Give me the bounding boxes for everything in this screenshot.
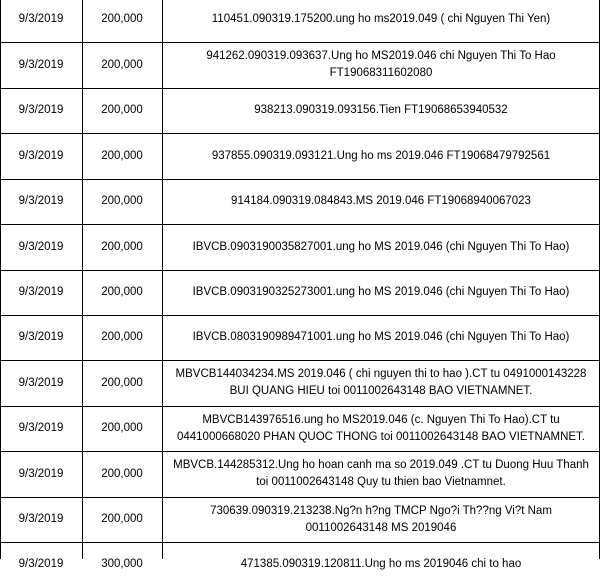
table-row bbox=[0, 179, 600, 224]
table-row bbox=[0, 497, 600, 542]
column-divider bbox=[162, 0, 163, 559]
row-divider bbox=[0, 179, 600, 180]
row-divider bbox=[0, 88, 600, 89]
column-divider bbox=[0, 0, 1, 559]
amount-cell: 200,000 bbox=[101, 195, 143, 207]
table-row bbox=[0, 270, 600, 315]
description-cell: MBVCB143976516.ung ho MS2019.046 (c. Nguyen Thi To Hao).CT tu 0441000668020 PHAN QUOC THONG toi 0011002643148 BAO VIETNAMNET. bbox=[176, 413, 586, 443]
date-cell: 9/3/2019 bbox=[18, 240, 64, 253]
row-divider bbox=[0, 360, 600, 361]
amount-cell: 300,000 bbox=[101, 557, 143, 570]
row-divider bbox=[0, 133, 600, 134]
description-cell: 937855.090319.093121.Ung ho ms 2019.046 FT19068479792561 bbox=[211, 149, 551, 162]
description-cell: MBVCB.144285312.Ung ho hoan canh ma so 2019.049 .CT tu Duong Huu Thanh toi 0011002643148 Quy tu thien bao Vietnamnet. bbox=[173, 459, 589, 488]
table-row bbox=[0, 0, 600, 42]
description-cell: 471385.090319.120811.Ung ho ms 2019046 chi to hao bbox=[240, 557, 522, 570]
date-cell: 9/3/2019 bbox=[18, 513, 64, 525]
description-cell: 941262.090319.093637.Ung ho MS2019.046 chi Nguyen Thi To Hao FT19068311602080 bbox=[206, 50, 556, 79]
row-divider bbox=[0, 497, 600, 498]
date-cell: 9/3/2019 bbox=[18, 58, 64, 71]
description-cell: IBVCB.0903190325273001.ung ho MS 2019.046 (chi Nguyen Thi To Hao) bbox=[192, 286, 570, 298]
amount-cell: 200,000 bbox=[101, 58, 143, 71]
amount-cell: 200,000 bbox=[101, 331, 143, 343]
row-divider bbox=[0, 224, 600, 225]
date-cell: 9/3/2019 bbox=[18, 376, 64, 389]
row-divider bbox=[0, 270, 600, 271]
amount-cell: 200,000 bbox=[101, 376, 143, 389]
row-divider bbox=[0, 542, 600, 543]
table-row bbox=[0, 406, 600, 451]
table-row bbox=[0, 315, 600, 360]
amount-cell: 200,000 bbox=[101, 104, 143, 116]
amount-cell: 200,000 bbox=[101, 467, 143, 480]
date-cell: 9/3/2019 bbox=[18, 286, 64, 298]
row-divider bbox=[0, 451, 600, 452]
amount-cell: 200,000 bbox=[101, 422, 143, 434]
table-row bbox=[0, 88, 600, 133]
description-cell: 938213.090319.093156.Tien FT19068653940532 bbox=[254, 104, 508, 116]
description-cell: MBVCB144034234.MS 2019.046 ( chi nguyen thi to hao ).CT tu 0491000143228 BUI QUANG HIEU toi 0011002643148 BAO VIETNAMNET. bbox=[175, 368, 587, 397]
table-row bbox=[0, 224, 600, 270]
date-cell: 9/3/2019 bbox=[18, 467, 64, 480]
table-row bbox=[0, 360, 600, 406]
amount-cell: 200,000 bbox=[101, 513, 143, 525]
description-cell: IBVCB.0903190035827001.ung ho MS 2019.046 (chi Nguyen Thi To Hao) bbox=[192, 240, 570, 253]
date-cell: 9/3/2019 bbox=[18, 104, 64, 116]
date-cell: 9/3/2019 bbox=[18, 195, 64, 207]
description-cell: IBVCB.0803190989471001.ung ho MS 2019.046 (chi Nguyen Thi To Hao) bbox=[192, 331, 570, 343]
date-cell: 9/3/2019 bbox=[18, 149, 64, 162]
amount-cell: 200,000 bbox=[101, 240, 143, 253]
amount-cell: 200,000 bbox=[101, 286, 143, 298]
description-cell: 110451.090319.175200.ung ho ms2019.049 ( chi Nguyen Thi Yen) bbox=[211, 13, 551, 25]
row-divider bbox=[0, 42, 600, 43]
row-divider bbox=[0, 315, 600, 316]
date-cell: 9/3/2019 bbox=[18, 557, 64, 570]
date-cell: 9/3/2019 bbox=[18, 422, 64, 434]
table-row bbox=[0, 451, 600, 497]
column-divider bbox=[82, 0, 83, 559]
table-row bbox=[0, 42, 600, 88]
date-cell: 9/3/2019 bbox=[18, 13, 64, 25]
description-cell: 914184.090319.084843.MS 2019.046 FT19068940067023 bbox=[231, 195, 531, 207]
date-cell: 9/3/2019 bbox=[18, 331, 64, 343]
description-cell: 730639.090319.213238.Ng?n h?ng TMCP Ngo?i Th??ng Vi?t Nam 0011002643148 MS 2019046 bbox=[210, 504, 552, 534]
amount-cell: 200,000 bbox=[101, 13, 143, 25]
amount-cell: 200,000 bbox=[101, 149, 143, 162]
row-divider bbox=[0, 406, 600, 407]
table-row bbox=[0, 542, 600, 586]
table-row bbox=[0, 133, 600, 179]
